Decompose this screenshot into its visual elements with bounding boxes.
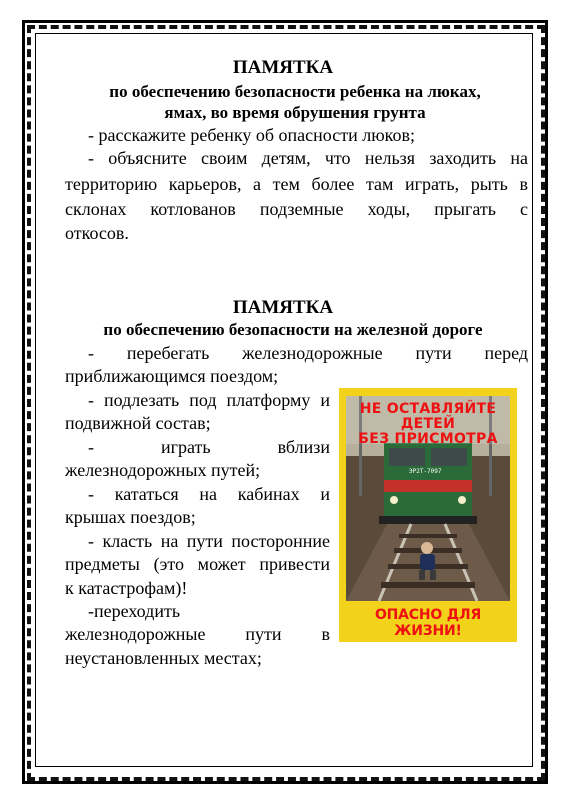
section1-para2-line2: территорию карьеров, а тем более там играть, рыть в (65, 174, 528, 194)
poster-danger-text: ОПАСНО ДЛЯ ЖИЗНИ! (374, 607, 482, 639)
section1-para1: - расскажите ребенку об опасности люков; (88, 125, 415, 145)
rule-item-6-line2: железнодорожные пути в (65, 624, 330, 644)
rule-item-2-line2: подвижной состав; (65, 413, 211, 433)
rule-item-6-line3: неустановленных местах; (65, 648, 262, 668)
rule-item-3-line1: - играть вблизи (88, 437, 330, 457)
rule-item-2-line1: - подлезать под платформу и (88, 390, 330, 410)
section2-subtitle: по обеспечению безопасности на железной дороге (103, 320, 483, 339)
rule-item-1-line2: приближающимся поездом; (65, 366, 279, 386)
section1-para2-line3: склонах котлованов подземные ходы, прыгать с (65, 199, 528, 219)
poster-warning-text (347, 402, 509, 447)
rule-item-5-line2: предметы (это может привести (65, 554, 330, 574)
rule-item-5-line1: - класть на пути посторонние (88, 531, 330, 551)
rule-item-4-line2: крышах поездов; (65, 507, 196, 527)
rule-item-6-line1: -переходить (88, 601, 181, 621)
rule-item-1-line1: - перебегать железнодорожные пути перед (88, 343, 528, 363)
rule-item-3-line2: железнодорожных путей; (65, 460, 261, 480)
poster-train-number: ЭР2Т-7097 (409, 468, 442, 475)
rule-item-4-line1: - кататься на кабинах и (88, 484, 330, 504)
poster-top-line3: БЕЗ ПРИСМОТРА (358, 431, 498, 447)
poster-top-line1: НЕ ОСТАВЛЯЙТЕ (359, 401, 497, 417)
section1-subtitle-line1: по обеспечению безопасности ребенка на люках, (109, 82, 481, 101)
section1-subtitle-line2: ямах, во время обрушения грунта (164, 103, 426, 122)
section1-para2-line4: откосов. (65, 223, 129, 243)
poster-top-line2: ДЕТЕЙ (400, 416, 456, 432)
section2-title: ПАМЯТКА (232, 297, 334, 318)
rule-item-5-line3: к катастрофам)! (65, 578, 188, 598)
section1-title: ПАМЯТКА (232, 57, 334, 78)
railway-safety-poster (339, 388, 517, 642)
section1-para2-line1: - объясните своим детям, что нельзя заходить на (88, 148, 528, 168)
